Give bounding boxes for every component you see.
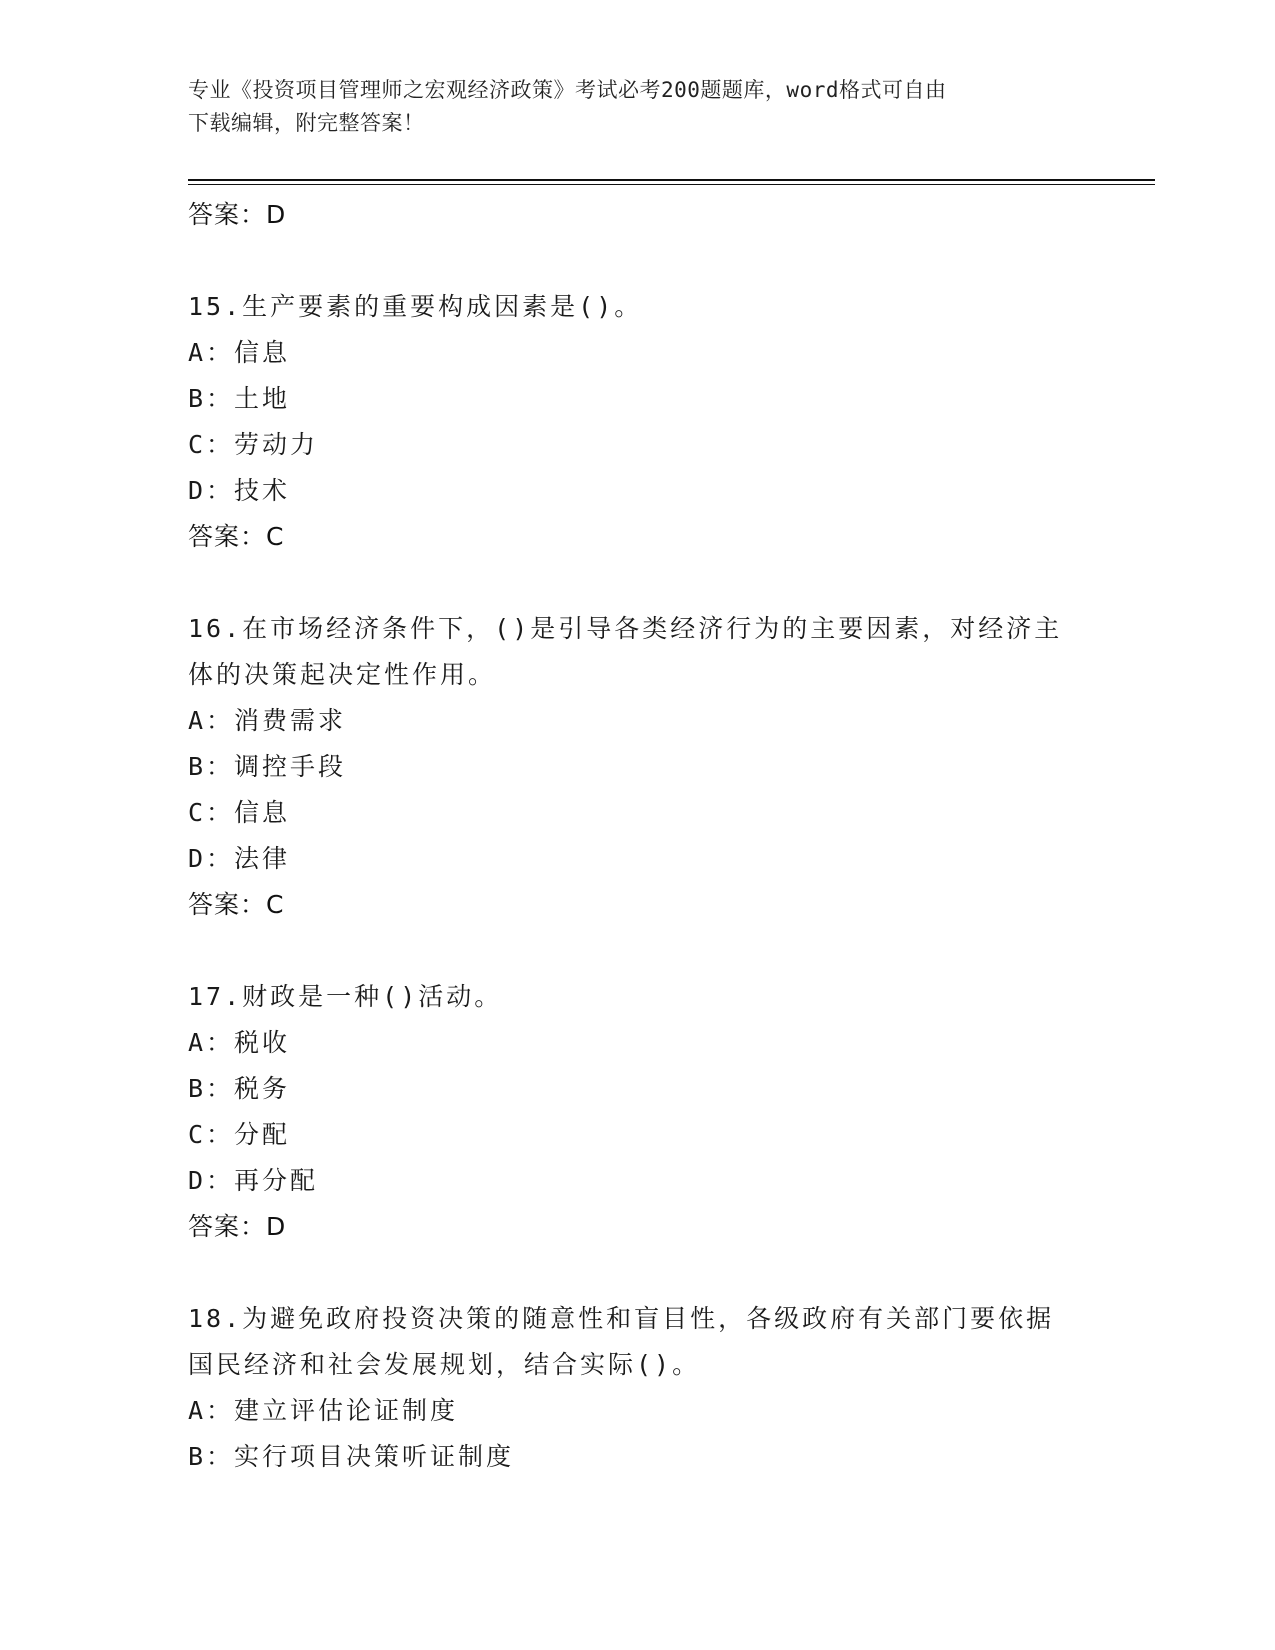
- option-d: D：法律: [188, 844, 291, 873]
- header-divider-thick: [188, 179, 1155, 181]
- option-a: A：建立评估论证制度: [188, 1396, 459, 1425]
- option-d: D：再分配: [188, 1166, 319, 1195]
- answer: 答案：C: [188, 890, 285, 919]
- option-d: D：技术: [188, 476, 291, 505]
- spacer: [188, 928, 1088, 974]
- header-line-1: 专业《投资项目管理师之宏观经济政策》考试必考200题题库，word格式可自由: [188, 78, 947, 102]
- question-18: [188, 1296, 1088, 1480]
- question-stem: 17.财政是一种()活动。: [188, 982, 503, 1011]
- document-header: [188, 74, 1068, 140]
- option-c: C：劳动力: [188, 430, 319, 459]
- option-b: B：实行项目决策听证制度: [188, 1442, 515, 1471]
- spacer: [188, 238, 1088, 284]
- option-c: C：信息: [188, 798, 291, 827]
- question-16: [188, 606, 1088, 928]
- question-list: [188, 192, 1088, 1480]
- option-a: A：消费需求: [188, 706, 347, 735]
- answer: 答案：C: [188, 522, 285, 551]
- question-stem: 16.在市场经济条件下，()是引导各类经济行为的主要因素，对经济主: [188, 614, 1063, 643]
- question-stem: 18.为避免政府投资决策的随意性和盲目性，各级政府有关部门要依据: [188, 1304, 1055, 1333]
- previous-answer: 答案：D: [188, 200, 287, 229]
- header-divider-thin: [188, 184, 1155, 185]
- question-15: [188, 284, 1088, 560]
- spacer: [188, 1250, 1088, 1296]
- question-17: [188, 974, 1088, 1250]
- option-b: B：调控手段: [188, 752, 347, 781]
- answer: 答案：D: [188, 1212, 287, 1241]
- option-c: C：分配: [188, 1120, 291, 1149]
- question-stem-continued: 体的决策起决定性作用。: [188, 660, 497, 689]
- option-b: B：土地: [188, 384, 291, 413]
- spacer: [188, 560, 1088, 606]
- question-stem-continued: 国民经济和社会发展规划，结合实际()。: [188, 1350, 701, 1379]
- option-a: A：信息: [188, 338, 291, 367]
- question-stem: 15.生产要素的重要构成因素是()。: [188, 292, 643, 321]
- header-line-2: 下载编辑，附完整答案！: [188, 111, 425, 135]
- option-a: A：税收: [188, 1028, 291, 1057]
- option-b: B：税务: [188, 1074, 291, 1103]
